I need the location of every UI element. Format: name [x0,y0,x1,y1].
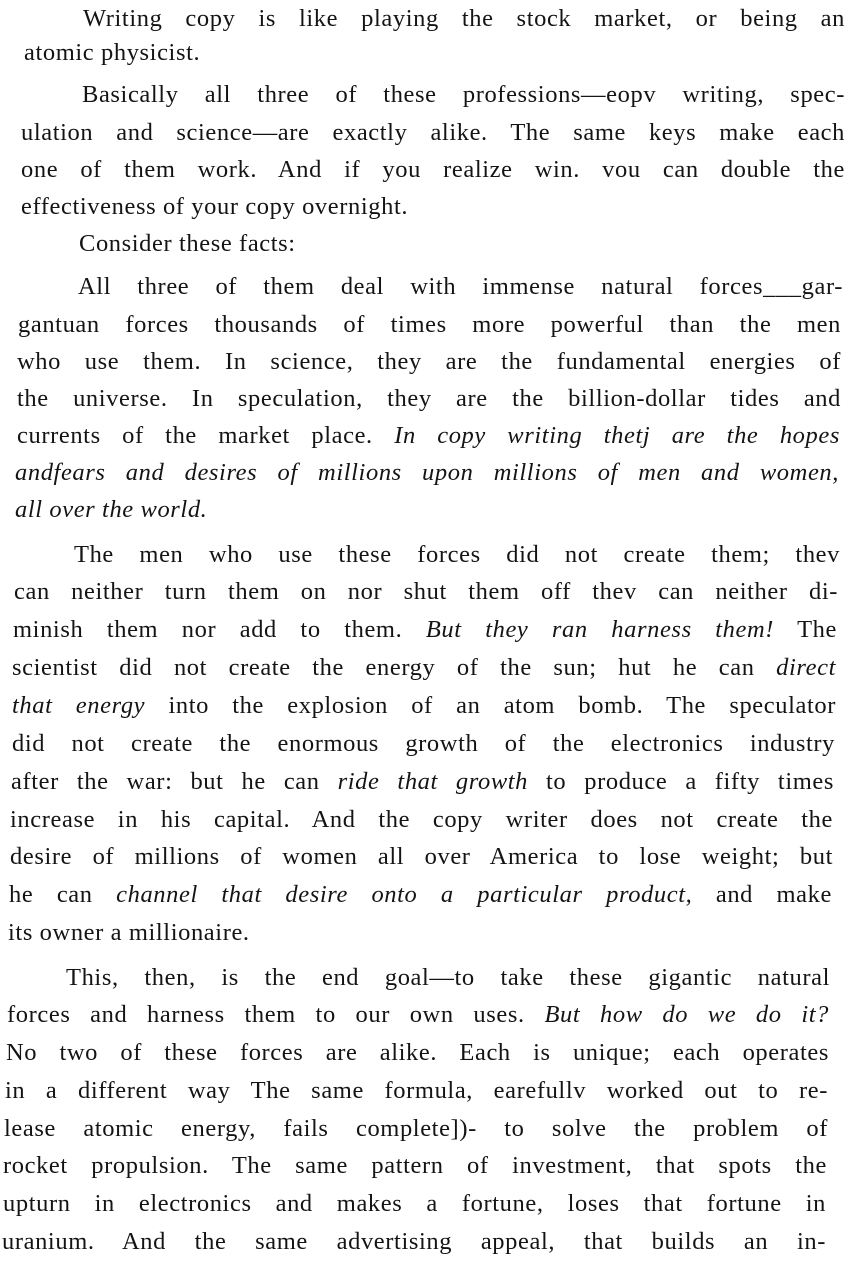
text-span: upturn in electronics and makes a fortune, loses that fortune in [3,1190,826,1217]
italic-text: that energy [12,692,146,719]
italic-text: all over the world. [15,496,208,523]
text-line [21,155,845,185]
italic-text: andfears and desires of millions upon millions of men and women, [15,459,839,486]
text-line [13,615,837,645]
text-line [10,805,833,835]
text-line [21,192,845,222]
text-line [7,1000,829,1030]
text-line [4,1114,828,1144]
italic-text: But how do we do it? [544,1001,829,1028]
text-span: the universe. In speculation, they are the billion-dollar tides and [17,385,841,412]
text-span: gantuan forces thousands of times more powerful than the men [18,311,841,338]
text-line [12,653,836,683]
text-line [12,691,836,721]
italic-text: ride that growth [337,768,529,795]
italic-text: direct [776,654,836,681]
italic-text: In copy writing thetj are the hopes [394,422,840,449]
text-line [17,384,841,414]
text-span: Consider these facts: [79,230,296,257]
text-line [66,963,830,993]
text-span: No two of these forces are alike. Each is unique; each operates [6,1039,829,1066]
italic-text: channel that desire onto a particular product, [116,881,693,908]
text-span: effectiveness of your copy overnight. [21,193,409,220]
text-span: and make [692,881,832,908]
text-span: increase in his capital. And the copy writer does not create the [10,806,833,833]
text-line [78,272,843,302]
text-line [82,80,845,110]
text-span: Basically all three of these professions—eopv writing, spec- [82,81,845,108]
text-span: currents of the market place. [17,422,395,449]
text-span: after the war: but he can [11,768,338,795]
text-line [8,918,832,948]
text-span: desire of millions of women all over America to lose weight; but [10,843,833,870]
text-span: lease atomic energy, fails complete])- to solve the problem of [4,1115,828,1142]
text-span: its owner a millionaire. [8,919,250,946]
text-line [83,4,845,34]
text-line [79,229,845,259]
text-line [5,1076,828,1106]
text-line [15,458,839,488]
text-span: can neither turn them on nor shut them off thev can neither di- [14,578,838,605]
text-span: to produce a fifty times [528,768,834,795]
text-line [9,880,832,910]
text-span: ulation and science—are exactly alike. The same keys make each [21,119,845,146]
text-span: one of them work. And if you realize win. vou can double the [21,156,845,183]
text-line [3,1189,826,1219]
text-line [17,421,840,451]
text-span: Writing copy is like playing the stock market, or being an [83,5,845,32]
text-line [3,1151,827,1181]
text-line [24,38,845,68]
text-span: forces and harness them to our own uses. [7,1001,545,1028]
text-span: All three of them deal with immense natural forces___gar- [78,273,843,300]
text-line [74,540,840,570]
text-span: atomic physicist. [24,39,201,66]
text-span: he can [9,881,117,908]
text-span: This, then, is the end goal—to take these gigantic natural [66,964,830,991]
text-line [21,118,845,148]
text-span: The men who use these forces did not create them; thev [74,541,840,568]
text-span: minish them nor add to them. [13,616,426,643]
text-line [17,347,841,377]
text-line [12,729,835,759]
text-span: in a different way The same formula, earefullv worked out to re- [5,1077,828,1104]
text-span: uranium. And the same advertising appeal, that builds an in- [2,1228,826,1255]
text-span: into the explosion of an atom bomb. The speculator [145,692,836,719]
text-line [11,767,834,797]
text-line [15,495,839,525]
italic-text: But they ran harness them! [425,616,775,643]
text-span: The [774,616,837,643]
text-line [14,577,838,607]
text-line [6,1038,829,1068]
text-line [10,842,833,872]
text-span: rocket propulsion. The same pattern of investment, that spots the [3,1152,827,1179]
text-span: who use them. In science, they are the fundamental energies of [17,348,841,375]
text-span: did not create the enormous growth of the electronics industry [12,730,835,757]
text-line [18,310,841,340]
text-line [2,1227,826,1257]
text-span: scientist did not create the energy of the sun; hut he can [12,654,777,681]
